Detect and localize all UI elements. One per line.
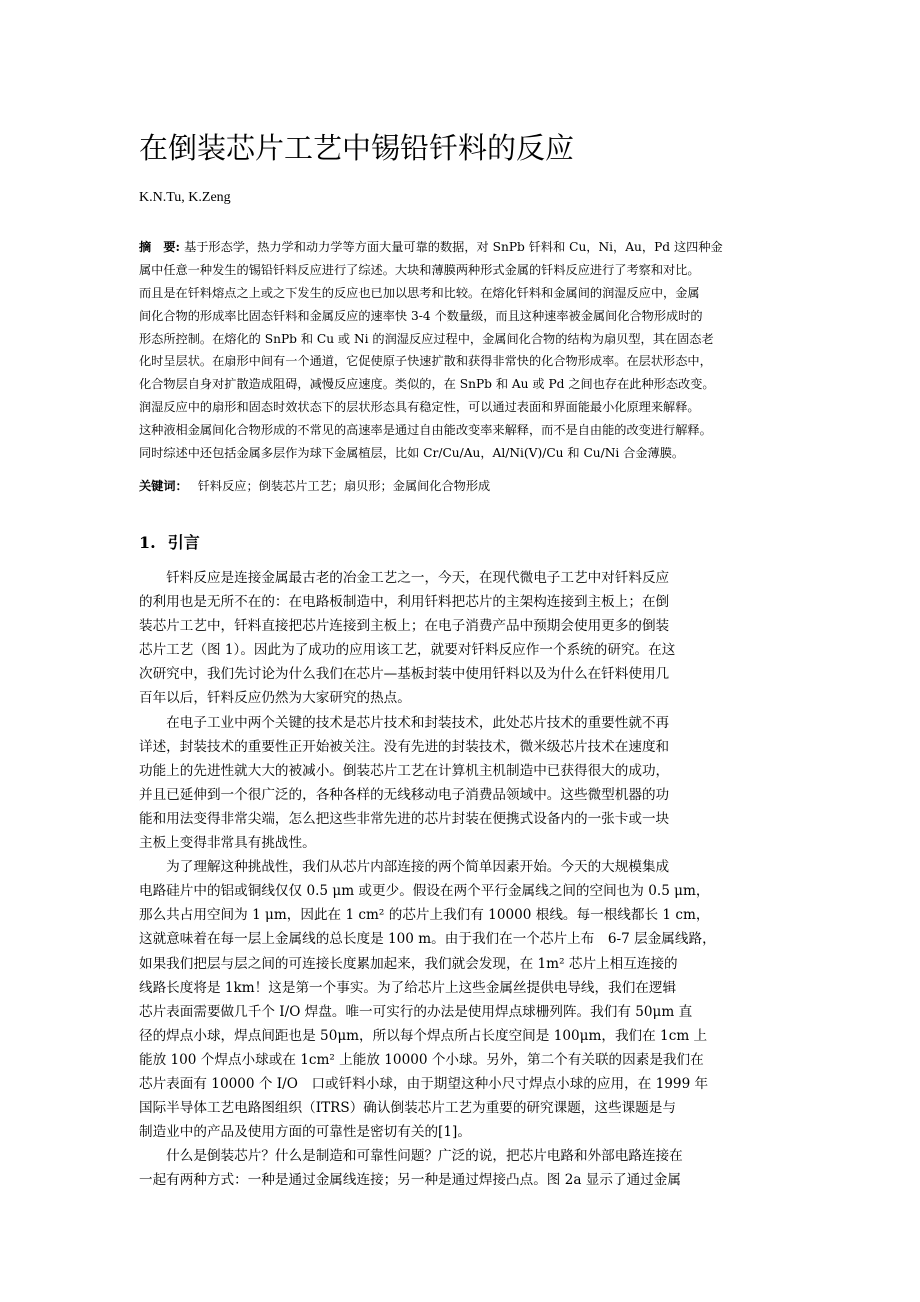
- abstract-line: [139, 259, 789, 282]
- section-heading: [139, 531, 200, 555]
- section-number: 1.: [139, 533, 156, 552]
- abstract-line-text: 形态所控制。在熔化的 SnPb 和 Cu 或 Ni 的润湿反应过程中，金属间化合物的结构为扇贝型，其在固态老: [139, 331, 714, 346]
- abstract-line: [139, 236, 789, 259]
- abstract-line-text: 这种液相金属间化合物形成的不常见的高速率是通过自由能改变率来解释，而不是自由能的改变进行解释。: [139, 423, 712, 438]
- abstract-line: [139, 282, 789, 305]
- body-line: 的利用也是无所不在的：在电路板制造中，利用钎料把芯片的主架构连接到主板上；在倒: [139, 594, 670, 611]
- body-line: 芯片工艺（图 1）。因此为了成功的应用该工艺，就要对钎料反应作一个系统的研究。在这: [139, 642, 676, 659]
- body-line: 能和用法变得非常尖端，怎么把这些非常先进的芯片封装在便携式设备内的一张卡或一块: [139, 810, 670, 827]
- body-line: 为了理解这种挑战性，我们从芯片内部连接的两个简单因素开始。今天的大规模集成: [139, 859, 670, 876]
- body-line: 并且已延伸到一个很广泛的，各种各样的无线移动电子消费品领域中。这些微型机器的功: [139, 786, 670, 803]
- body-line: 线路长度将是 1km！这是第一个事实。为了给芯片上这些金属丝提供电导线，我们在逻辑: [139, 979, 677, 996]
- abstract-line: [139, 328, 789, 351]
- section-title: 引言: [167, 533, 200, 552]
- abstract-line-text: 润湿反应中的扇形和固态时效状态下的层状形态具有稳定性，可以通过表面和界面能最小化原理来解释。: [139, 400, 700, 415]
- body-line: 能放 100 个焊点小球或在 1cm² 上能放 10000 个小球。另外，第二个有关联的因素是我们在: [139, 1051, 704, 1068]
- abstract-line: [139, 442, 789, 465]
- body-line: 那么共占用空间为 1 μm，因此在 1 cm² 的芯片上我们有 10000 根线。每一根线都长 1 cm，: [139, 907, 710, 924]
- body-line: 电路硅片中的铝或铜线仅仅 0.5 μm 或更少。假设在两个平行金属线之间的空间也为 0.5 μm，: [139, 883, 710, 900]
- body-line: 如果我们把层与层之间的可连接长度累加起来，我们就会发现，在 1m² 芯片上相互连接的: [139, 955, 678, 972]
- abstract-line-text: 化时呈层状。在扇形中间有一个通道，它促使原子快速扩散和获得非常快的化合物形成率。在层状形态中，: [139, 354, 712, 369]
- body-line: 芯片表面需要做几千个 I/O 焊盘。唯一可实行的办法是使用焊点球栅列阵。我们有 50μm 直: [139, 1003, 693, 1020]
- abstract-line-text: 而且是在钎料熔点之上或之下发生的反应也已加以思考和比较。在熔化钎料和金属间的润湿反应中，金属: [139, 285, 700, 300]
- body-line: 制造业中的产品及使用方面的可靠性是密切有关的[1]。: [139, 1124, 471, 1141]
- body-line: 国际半导体工艺电路图组织（ITRS）确认倒装芯片工艺为重要的研究课题，这些课题是与: [139, 1100, 676, 1117]
- body-line: 这就意味着在每一层上金属线的总长度是 100 m。由于我们在一个芯片上布 6-7 层金属线路，: [139, 931, 716, 948]
- body-line: 百年以后，钎料反应仍然为大家研究的热点。: [139, 690, 411, 707]
- abstract-line: [139, 396, 789, 419]
- body-line: 装芯片工艺中，钎料直接把芯片连接到主板上；在电子消费产品中预期会使用更多的倒装: [139, 618, 670, 635]
- keywords-text: 钎料反应；倒装芯片工艺；扇贝形；金属间化合物形成: [197, 479, 491, 493]
- abstract-label: 摘 要:: [139, 240, 181, 254]
- body-line: 功能上的先进性就大大的被减小。倒装芯片工艺在计算机主机制造中已获得很大的成功，: [139, 762, 670, 779]
- abstract-line: [139, 419, 789, 442]
- abstract-line-text: 间化合物的形成率比固态钎料和金属反应的速率快 3-4 个数量级，而且这种速率被金属间化合物形成时的: [139, 308, 703, 323]
- abstract-line-text: 化合物层自身对扩散造成阻碍，减慢反应速度。类似的，在 SnPb 和 Au 或 Pd 之间也存在此种形态改变。: [139, 377, 715, 392]
- body-text: [139, 566, 779, 1192]
- body-line: 一起有两种方式：一种是通过金属线连接；另一种是通过焊接凸点。图 2a 显示了通过金属: [139, 1172, 681, 1189]
- body-line: 什么是倒装芯片？什么是制造和可靠性问题？广泛的说，把芯片电路和外部电路连接在: [139, 1148, 683, 1165]
- body-line: 芯片表面有 10000 个 I/O 口或钎料小球，由于期望这种小尺寸焊点小球的应用，在 1999 年: [139, 1075, 709, 1092]
- keywords: [139, 476, 490, 496]
- keywords-label: 关键词：: [139, 479, 188, 493]
- abstract-line: [139, 305, 789, 328]
- abstract-line-text: 同时综述中还包括金属多层作为球下金属植层，比如 Cr/Cu/Au，Al/Ni(V)/Cu 和 Cu/Ni 合金薄膜。: [139, 446, 685, 461]
- abstract-line: [139, 350, 789, 373]
- abstract-line-text: 基于形态学，热力学和动力学等方面大量可靠的数据，对 SnPb 钎料和 Cu，Ni，Au，Pd 这四种金: [184, 240, 723, 254]
- abstract-line-text: 属中任意一种发生的锡铅钎料反应进行了综述。大块和薄膜两种形式金属的钎料反应进行了考察和对比。: [139, 262, 700, 277]
- paper-title: 在倒装芯片工艺中锡铅钎料的反应: [139, 131, 575, 165]
- body-line: 详述，封装技术的重要性正开始被关注。没有先进的封装技术，微米级芯片技术在速度和: [139, 738, 670, 755]
- abstract: [139, 236, 789, 465]
- body-line: 钎料反应是连接金属最古老的冶金工艺之一，今天，在现代微电子工艺中对钎料反应: [139, 570, 670, 586]
- body-line: 主板上变得非常具有挑战性。: [139, 835, 316, 852]
- body-line: 在电子工业中两个关键的技术是芯片技术和封装技术，此处芯片技术的重要性就不再: [139, 714, 670, 731]
- authors: K.N.Tu, K.Zeng: [139, 190, 231, 205]
- abstract-line: [139, 373, 789, 396]
- body-line: 次研究中，我们先讨论为什么我们在芯片—基板封装中使用钎料以及为什么在钎料使用几: [139, 666, 670, 683]
- body-line: 径的焊点小球，焊点间距也是 50μm，所以每个焊点所占长度空间是 100μm，我们在 1cm 上: [139, 1027, 708, 1044]
